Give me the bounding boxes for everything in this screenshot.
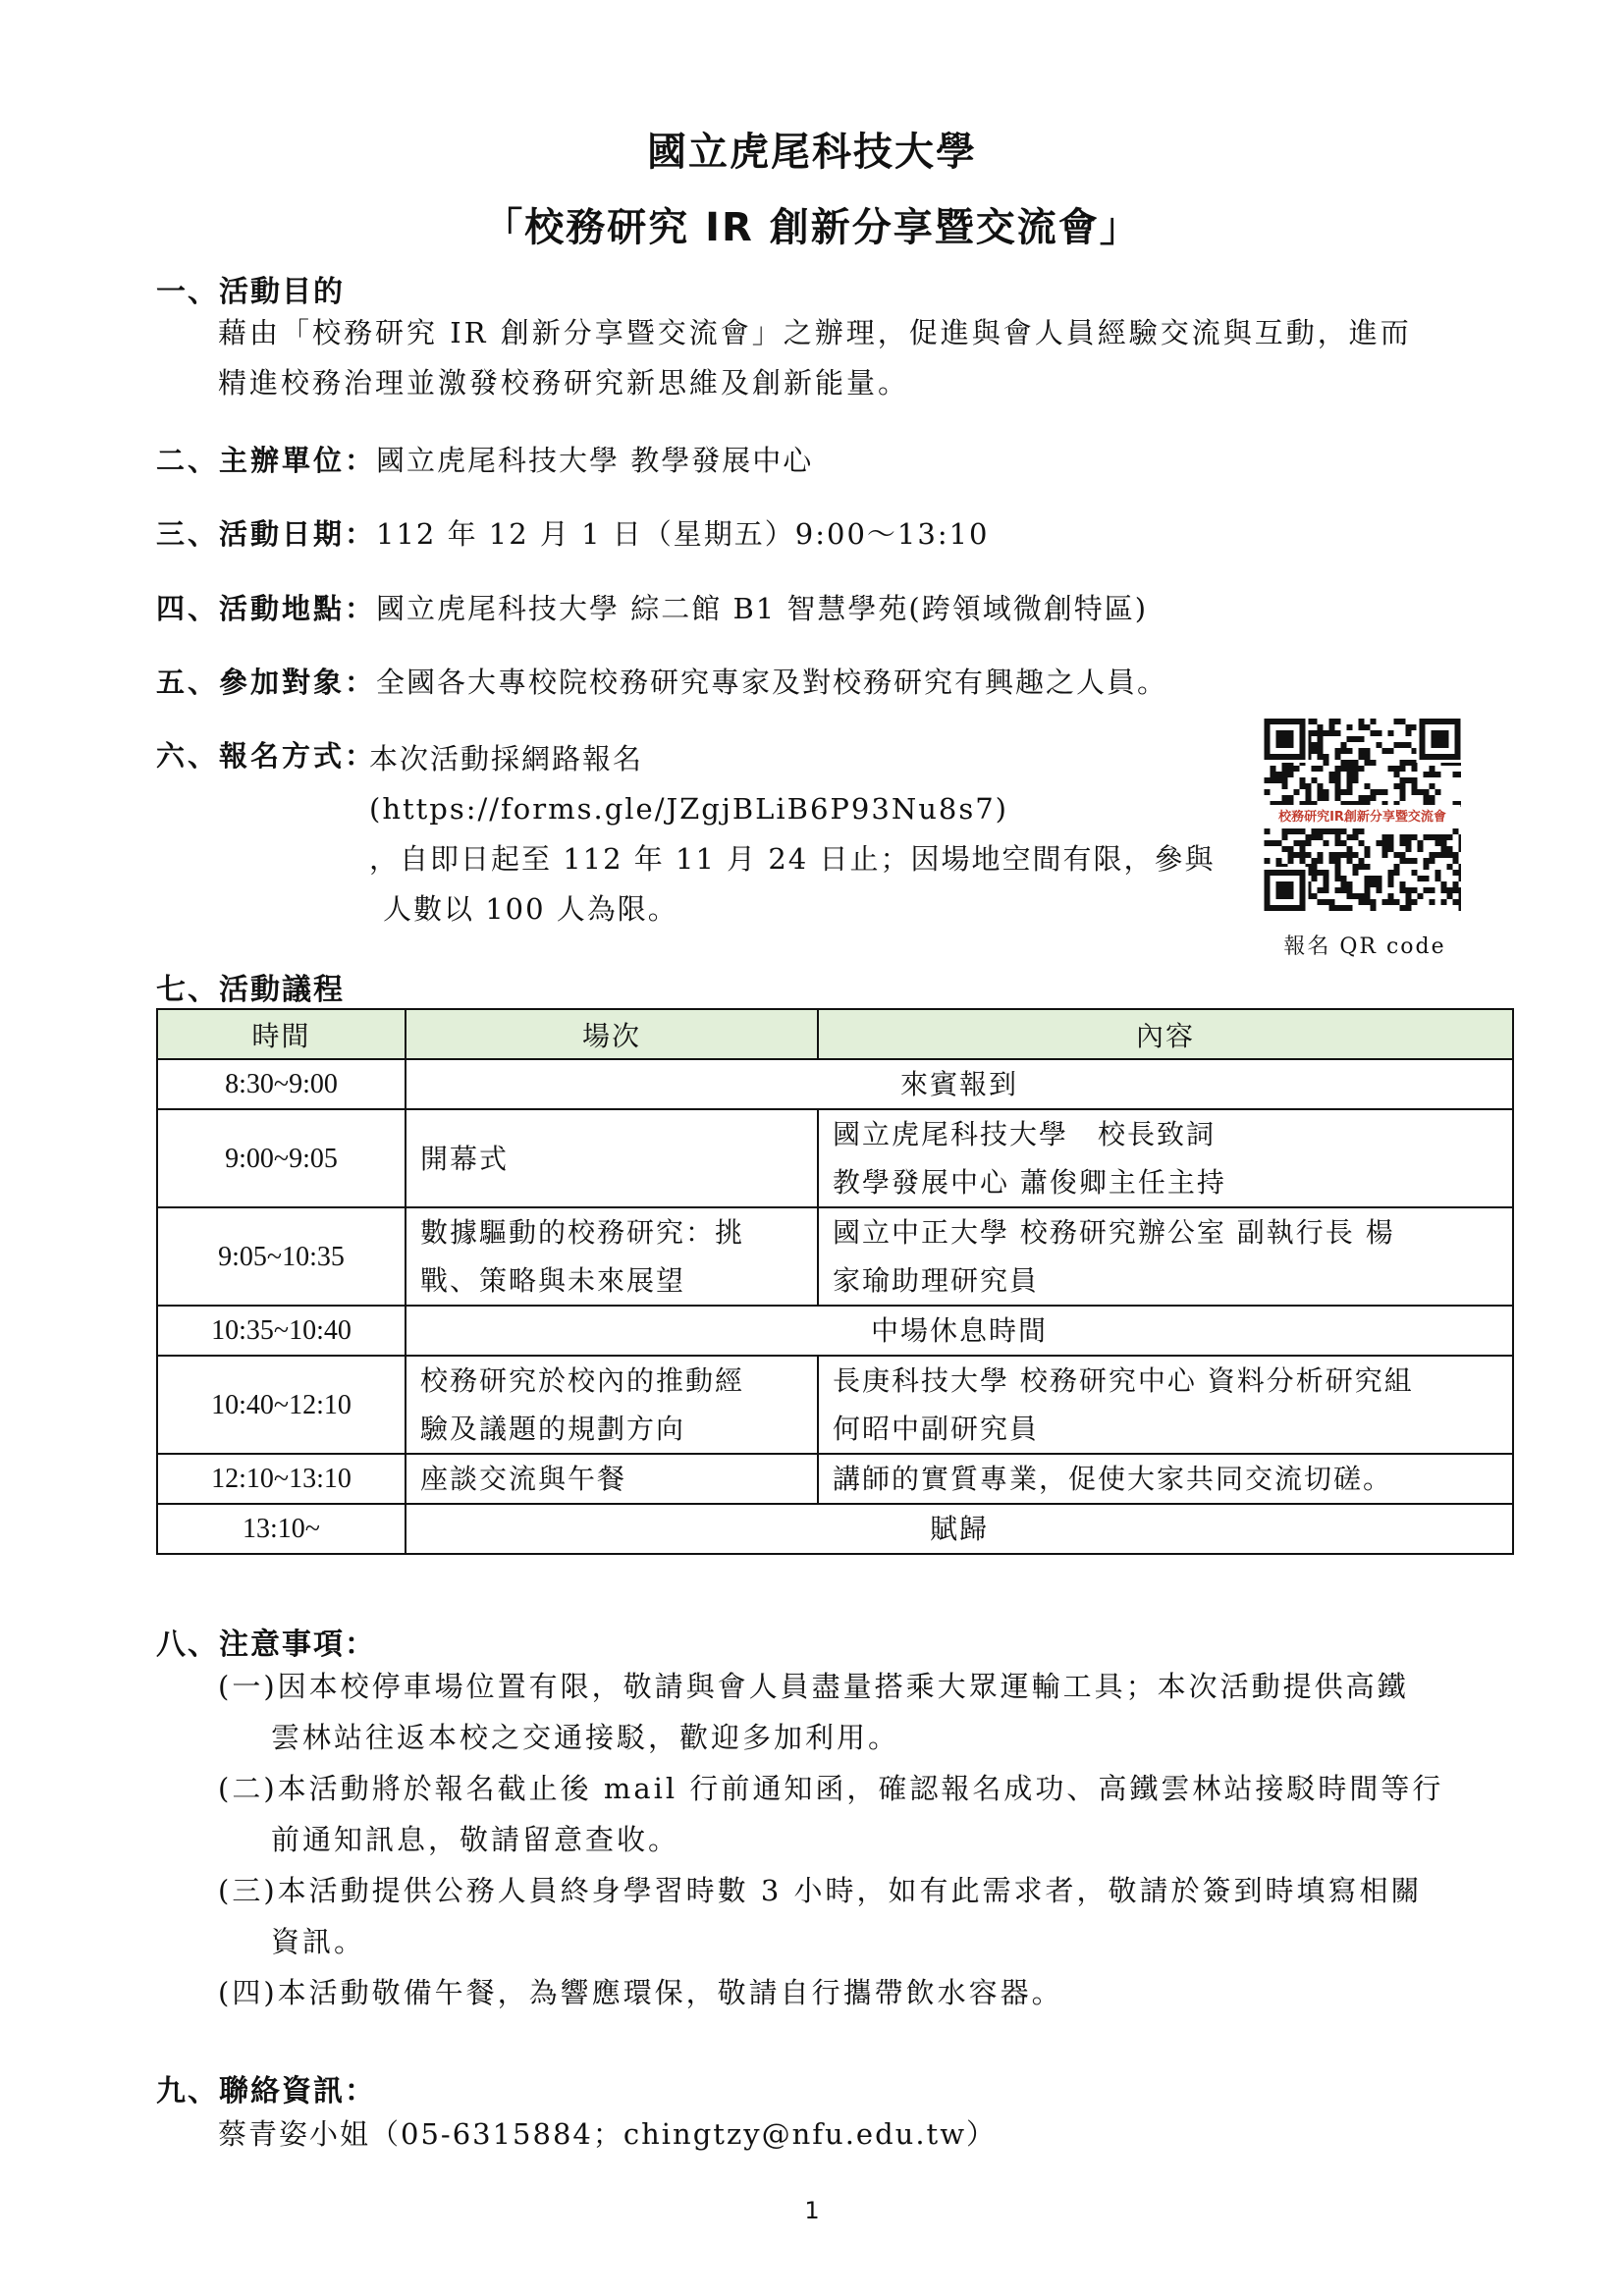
contact-heading: 九、聯絡資訊： (156, 2074, 376, 2109)
agenda-time: 13:10~ (157, 1504, 406, 1554)
purpose-line: 藉由「校務研究 IR 創新分享暨交流會」之辦理，促進與會人員經驗交流與互動，進而 (218, 316, 1412, 349)
agenda-row (157, 1504, 1513, 1554)
organizer-value: 國立虎尾科技大學 教學發展中心 (376, 444, 814, 477)
agenda-content: 國立中正大學 校務研究辦公室 副執行長 楊 家瑜助理研究員 (818, 1207, 1513, 1306)
agenda-row (157, 1356, 1513, 1454)
registration-text (369, 734, 1233, 934)
note-item: (一)因本校停車場位置有限，敬請與會人員盡量搭乘大眾運輸工具；本次活動提供高鐵 雲林站往返本校之交通接駁，歡迎多加利用。 (218, 1670, 1409, 1754)
agenda-header-row (157, 1009, 1513, 1059)
registration-line: ，自即日起至 112 年 11 月 24 日止；因場地空間有限，參與 (369, 842, 1216, 876)
agenda-session: 開幕式 (406, 1109, 818, 1207)
date-value: 112 年 12 月 1 日（星期五）9:00～13:10 (376, 517, 990, 551)
agenda-header-time: 時間 (157, 1009, 406, 1059)
audience-label: 五、參加對象： (156, 666, 377, 699)
document-subtitle: 「校務研究 IR 創新分享暨交流會」 (483, 205, 1141, 250)
note-item: (四)本活動敬備午餐，為響應環保，敬請自行攜帶飲水容器。 (218, 1976, 1063, 2009)
agenda-row (157, 1059, 1513, 1109)
agenda-table (156, 1008, 1514, 1555)
agenda-merged: 賦歸 (406, 1504, 1513, 1554)
agenda-session: 校務研究於校內的推動經 驗及議題的規劃方向 (406, 1356, 818, 1454)
notes-heading: 八、注意事項： (156, 1628, 376, 1662)
note-item: (三)本活動提供公務人員終身學習時數 3 小時，如有此需求者，敬請於簽到時填寫相關 資訊。 (218, 1874, 1423, 1958)
agenda-heading: 七、活動議程 (156, 973, 345, 1007)
agenda-merged: 來賓報到 (406, 1059, 1513, 1109)
organizer-row (156, 439, 813, 479)
notes-list (218, 1661, 1514, 2018)
agenda-session: 數據驅動的校務研究：挑 戰、策略與未來展望 (406, 1207, 818, 1306)
audience-value: 全國各大專校院校務研究專家及對校務研究有興趣之人員。 (376, 666, 1168, 699)
audience-row (156, 661, 1167, 701)
agenda-content: 國立虎尾科技大學 校長致詞 教學發展中心 蕭俊卿主任主持 (818, 1109, 1513, 1207)
venue-value: 國立虎尾科技大學 綜二館 B1 智慧學苑(跨領域微創特區) (376, 592, 1149, 625)
date-label: 三、活動日期： (156, 517, 377, 551)
agenda-header-content: 內容 (818, 1009, 1513, 1059)
agenda-content: 講師的實質專業，促使大家共同交流切磋。 (818, 1454, 1513, 1504)
document-title: 國立虎尾科技大學 (647, 130, 977, 175)
page-number: 1 (804, 2197, 820, 2224)
purpose-text (218, 308, 1514, 408)
agenda-time: 9:05~10:35 (157, 1207, 406, 1306)
purpose-line: 精進校務治理並激發校務研究新思維及創新能量。 (218, 366, 910, 400)
agenda-row (157, 1109, 1513, 1207)
agenda-row (157, 1306, 1513, 1356)
venue-label: 四、活動地點： (156, 592, 377, 625)
venue-row (156, 587, 1148, 627)
agenda-header-session: 場次 (406, 1009, 818, 1059)
agenda-time: 10:40~12:10 (157, 1356, 406, 1454)
agenda-row (157, 1207, 1513, 1306)
organizer-label: 二、主辦單位： (156, 444, 377, 477)
agenda-time: 8:30~9:00 (157, 1059, 406, 1109)
agenda-time: 10:35~10:40 (157, 1306, 406, 1356)
agenda-row (157, 1454, 1513, 1504)
agenda-merged: 中場休息時間 (406, 1306, 1513, 1356)
agenda-content: 長庚科技大學 校務研究中心 資料分析研究組 何昭中副研究員 (818, 1356, 1513, 1454)
registration-qr-code[interactable] (1264, 719, 1461, 911)
agenda-time: 12:10~13:10 (157, 1454, 406, 1504)
registration-label: 六、報名方式： (156, 739, 377, 773)
registration-line: 人數以 100 人為限。 (383, 892, 678, 926)
purpose-heading: 一、活動目的 (156, 275, 345, 309)
note-item: (二)本活動將於報名截止後 mail 行前通知函，確認報名成功、高鐵雲林站接駁時間等行 前通知訊息，敬請留意查收。 (218, 1772, 1444, 1856)
registration-line: 本次活動採網路報名(https://forms.gle/JZgjBLiB6P93Nu8s7) (369, 742, 1008, 826)
date-row (156, 512, 990, 553)
qr-caption: 報名 QR code (1283, 934, 1446, 959)
agenda-session: 座談交流與午餐 (406, 1454, 818, 1504)
contact-info: 蔡青姿小姐（05-6315884；chingtzy@nfu.edu.tw） (218, 2117, 998, 2151)
qr-banner-text: 校務研究IR創新分享暨交流會 (1278, 810, 1446, 825)
agenda-time: 9:00~9:05 (157, 1109, 406, 1207)
